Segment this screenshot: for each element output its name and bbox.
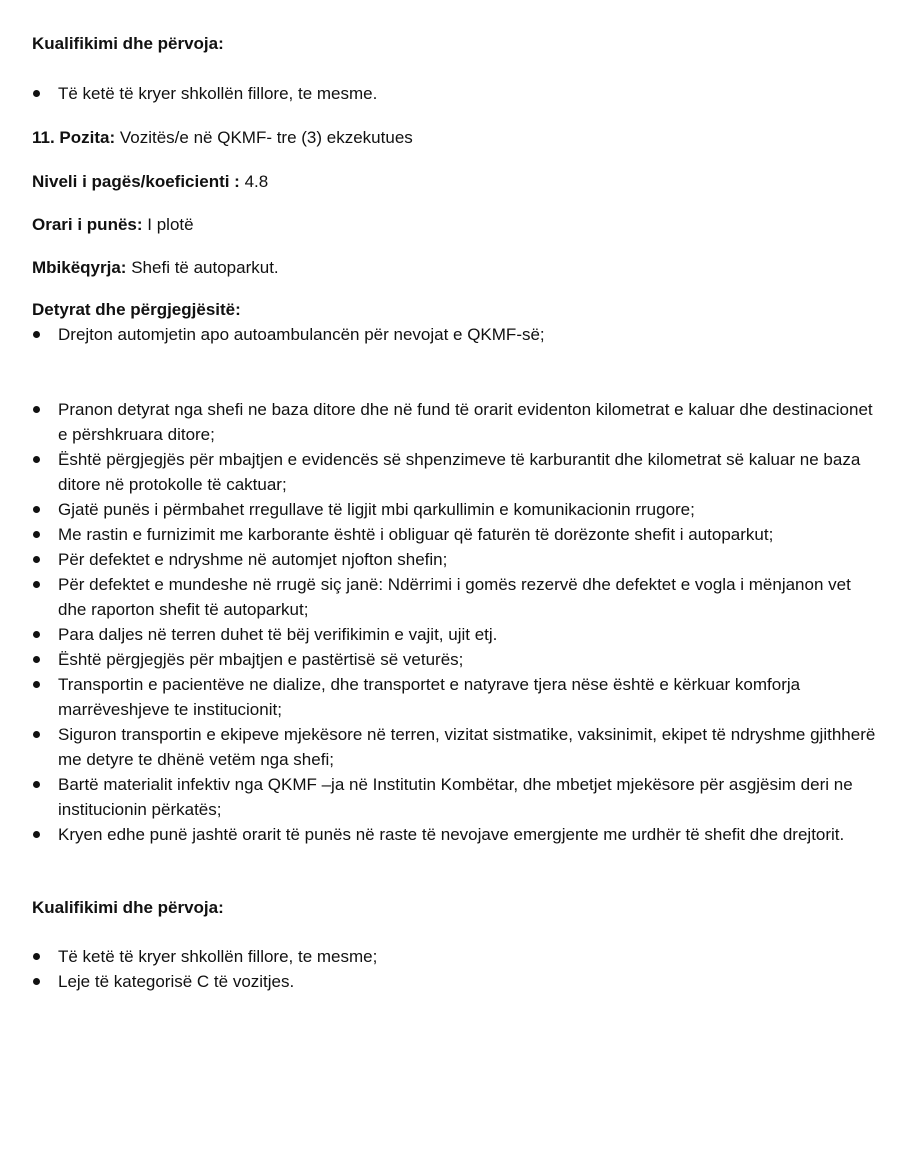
position-label: 11. Pozita: (32, 128, 116, 147)
list-item: Është përgjegjës për mbajtjen e pastërtisë së veturës; (32, 647, 878, 672)
schedule-label: Orari i punës: (32, 215, 143, 234)
qualification-heading-1: Kualifikimi dhe përvoja: (32, 34, 224, 53)
duties-first-list (32, 322, 878, 347)
supervision-value: Shefi të autoparkut. (131, 258, 279, 277)
salary-label: Niveli i pagës/koeficienti : (32, 172, 240, 191)
list-item: Bartë materialit infektiv nga QKMF –ja në Institutin Kombëtar, dhe mbetjet mjekësore për asgjësim deri ne institucionin përkatës; (32, 772, 878, 822)
list-item: Para daljes në terren duhet të bëj verifikimin e vajit, ujit etj. (32, 622, 878, 647)
list-item: Pranon detyrat nga shefi ne baza ditore dhe në fund të orarit evidenton kilometrat e kaluar dhe destinacionet e përshkruara ditore; (32, 397, 878, 447)
position-value: Vozitës/e në QKMF- tre (3) ekzekutues (119, 128, 413, 147)
list-item: Leje të kategorisë C të vozitjes. (32, 969, 878, 994)
list-item: Gjatë punës i përmbahet rregullave të ligjit mbi qarkullimin e komunikacionin rrugore; (32, 497, 878, 522)
supervision-label: Mbikëqyrja: (32, 258, 127, 277)
list-item: Transportin e pacientëve ne dialize, dhe transportet e natyrave tjera nëse është e kërkuar komforja marrëveshjeve te institucionit; (32, 672, 878, 722)
duties-list (32, 397, 878, 847)
salary-line (32, 172, 880, 192)
list-item: Për defektet e ndryshme në automjet njofton shefin; (32, 547, 878, 572)
list-item: Me rastin e furnizimit me karborante është i obliguar që faturën të dorëzonte shefit i autoparkut; (32, 522, 878, 547)
qualification-list-1 (32, 81, 878, 106)
list-item: Kryen edhe punë jashtë orarit të punës në raste të nevojave emergjente me urdhër të shefit dhe drejtorit. (32, 822, 878, 847)
qualification-heading-2: Kualifikimi dhe përvoja: (32, 898, 224, 917)
salary-value: 4.8 (244, 172, 269, 191)
list-item: Të ketë të kryer shkollën fillore, te mesme. (32, 81, 878, 106)
supervision-line (32, 258, 880, 278)
qualification-list-2 (32, 944, 878, 994)
list-item: Siguron transportin e ekipeve mjekësore në terren, vizitat sistmatike, vaksinimit, ekipet të ndryshme gjithherë me detyre te dhënë vetëm nga shefi; (32, 722, 878, 772)
schedule-line (32, 215, 880, 235)
schedule-value: I plotë (147, 215, 194, 234)
duties-heading: Detyrat dhe përgjegjësitë: (32, 300, 241, 319)
list-item: Drejton automjetin apo autoambulancën për nevojat e QKMF-së; (32, 322, 878, 347)
list-item: Është përgjegjës për mbajtjen e evidencës së shpenzimeve të karburantit dhe kilometrat së kaluar ne baza ditore në protokolle të caktuar; (32, 447, 878, 497)
list-item: Për defektet e mundeshe në rrugë siç janë: Ndërrimi i gomës rezervë dhe defektet e vogla i mënjanon vet dhe raporton shefit të autoparkut; (32, 572, 878, 622)
list-item: Të ketë të kryer shkollën fillore, te mesme; (32, 944, 878, 969)
position-line (32, 128, 880, 148)
